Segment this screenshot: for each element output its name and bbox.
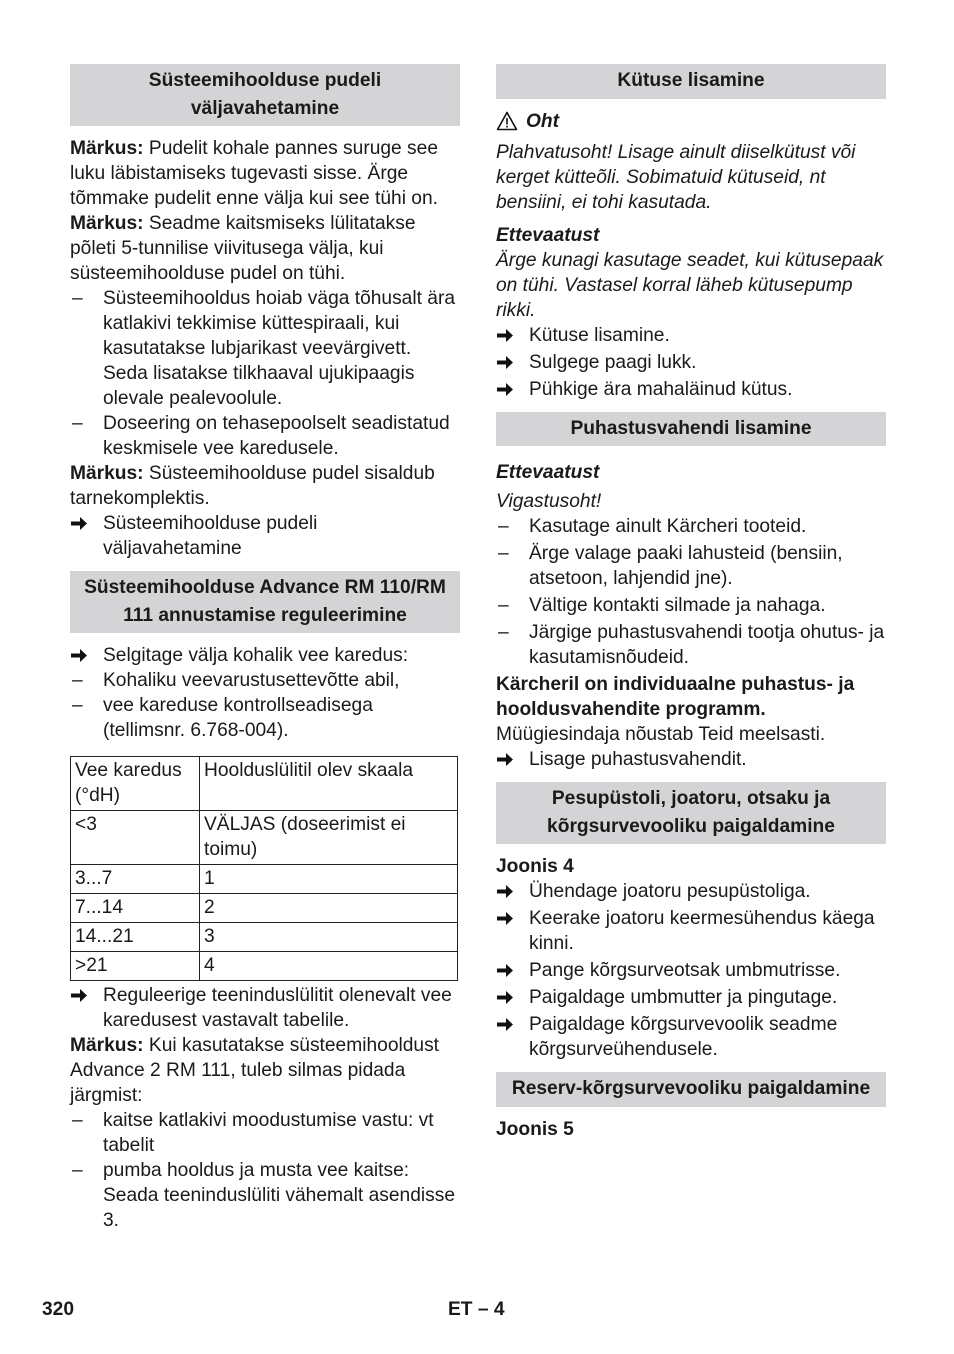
dash-list-item (496, 620, 886, 670)
arrow-list-item (496, 958, 886, 983)
table-header-cell: Vee karedus (°dH) (71, 757, 200, 811)
list-text: Paigaldage umbmutter ja pingutage. (529, 987, 838, 1008)
note-text: Seadme kaitsmiseks lülitatakse põleti 5-tunnilise viivitusega välja, kui süsteemihoolduse pudel on tühi. (70, 213, 416, 284)
dash-list-item (70, 668, 460, 693)
note-label: Märkus: (70, 463, 144, 484)
danger-label: Oht (526, 110, 560, 132)
arrow-right-icon (496, 985, 518, 1010)
bold-paragraph: Kärcheril on individuaalne puhastus- ja hooldusvahendite programm. (496, 674, 855, 720)
note-paragraph (70, 136, 460, 211)
list-text: Süsteemihoolduse pudeli väljavahetamine (103, 513, 318, 559)
table-cell: 3...7 (71, 865, 200, 894)
note-paragraph (70, 211, 460, 286)
table-cell: 14...21 (71, 923, 200, 952)
list-text: Sulgege paagi lukk. (529, 351, 697, 373)
dash-bullet: – (72, 670, 83, 691)
list-text: Pühkige ära mahaläinud kütus. (529, 378, 793, 400)
list-text: Lisage puhastusvahendit. (529, 749, 747, 770)
table-row (71, 952, 458, 981)
list-text: Selgitage välja kohalik vee karedus: (103, 645, 409, 666)
dash-list-item (496, 593, 886, 618)
table-cell: <3 (71, 811, 200, 865)
arrow-right-icon (496, 1012, 518, 1037)
note-label: Märkus: (70, 1035, 144, 1056)
arrow-list-item (496, 1012, 886, 1062)
table-cell: 1 (200, 865, 458, 894)
warning-triangle-icon (496, 111, 518, 131)
dash-bullet: – (72, 413, 83, 434)
table-cell: 3 (200, 923, 458, 952)
table-cell: 7...14 (71, 894, 200, 923)
list-text: Kasutage ainult Kärcheri tooteid. (529, 516, 807, 537)
caution-label: Ettevaatust (496, 462, 600, 483)
dash-list-item (70, 411, 460, 461)
caution-text: Vigastusoht! (496, 491, 602, 512)
dash-list-item (70, 286, 460, 411)
dash-list-item (70, 693, 460, 743)
section-heading-fuel: Kütuse lisamine (496, 64, 886, 99)
section-heading-dosing-adjust: Süsteemihoolduse Advance RM 110/RM 111 annustamise reguleerimine (70, 571, 460, 633)
note-text: Pudelit kohale pannes suruge see luku läbistamiseks tugevasti sisse. Ärge tõmmake pudelit enne välja kui see tühi on. (70, 138, 438, 209)
list-text: Doseering on tehasepoolselt seadistatud keskmisele vee karedusele. (103, 413, 450, 459)
list-text: pumba hooldus ja musta vee kaitse: Seada teeninduslüliti vähemalt asendisse 3. (103, 1160, 455, 1231)
arrow-list-item (70, 643, 460, 668)
page-number: 320 (42, 1299, 75, 1320)
table-cell: >21 (71, 952, 200, 981)
arrow-list-item (496, 323, 886, 348)
table-row (71, 811, 458, 865)
table-cell: VÄLJAS (doseerimist ei toimu) (200, 811, 458, 865)
dash-list-item (496, 541, 886, 591)
note-paragraph (70, 1033, 460, 1108)
section-heading-bottle-replace: Süsteemihoolduse pudeli väljavahetamine (70, 64, 460, 126)
arrow-right-icon (496, 879, 518, 904)
table-row (71, 923, 458, 952)
list-text: Ärge valage paaki lahusteid (bensiin, atsetoon, lahjendid jne). (529, 543, 843, 589)
dash-bullet: – (72, 288, 83, 309)
arrow-list-item (70, 511, 460, 561)
arrow-list-item (496, 985, 886, 1010)
dash-list-item (70, 1158, 460, 1233)
arrow-right-icon (496, 323, 518, 348)
dash-list-item (70, 1108, 460, 1158)
arrow-list-item (70, 983, 460, 1033)
section-heading-cleaner: Puhastusvahendi lisamine (496, 412, 886, 447)
list-text: kaitse katlakivi moodustumise vastu: vt tabelit (103, 1110, 434, 1156)
arrow-right-icon (70, 643, 92, 668)
list-text: Süsteemihooldus hoiab väga tõhusalt ära katlakivi tekkimise küttespiraali, kui kasutatakse lubjarikast veevärgivett. Seda lisatakse tilkhaaval ujukipaagis olevale pealevoolule. (103, 288, 456, 409)
list-text: Keerake joatoru keermesühendus käega kinni. (529, 908, 875, 954)
list-text: Kohaliku veevarustusettevõtte abil, (103, 670, 400, 691)
water-hardness-table (70, 756, 458, 981)
figure-reference: Joonis 5 (496, 1118, 574, 1140)
arrow-right-icon (70, 511, 92, 536)
list-text: Kütuse lisamine. (529, 324, 670, 346)
arrow-right-icon (70, 983, 92, 1008)
arrow-list-item (496, 906, 886, 956)
arrow-right-icon (496, 747, 518, 772)
dash-bullet: – (498, 543, 509, 564)
table-header-cell: Hoolduslülitil olev skaala (200, 757, 458, 811)
arrow-right-icon (496, 906, 518, 931)
dash-bullet: – (498, 622, 509, 643)
right-column (496, 64, 886, 1142)
arrow-right-icon (496, 958, 518, 983)
danger-text: Plahvatusoht! Lisage ainult diiselkütust või kerget kütteõli. Sobimatuid kütuseid, nt bensiini, ei tohi kasutada. (496, 141, 856, 213)
caution-text: Ärge kunagi kasutage seadet, kui kütusepaak on tühi. Vastasel korral läheb kütusepump rikki. (496, 249, 884, 321)
note-paragraph (70, 461, 460, 511)
table-cell: 4 (200, 952, 458, 981)
list-text: Järgige puhastusvahendi tootja ohutus- ja kasutamisnõudeid. (529, 622, 885, 668)
paragraph: Müügiesindaja nõustab Teid meelsasti. (496, 724, 826, 745)
arrow-right-icon (496, 377, 518, 402)
arrow-list-item (496, 747, 886, 772)
section-label: ET – 4 (448, 1299, 505, 1320)
arrow-list-item (496, 879, 886, 904)
list-text: Vältige kontakti silmade ja nahaga. (529, 595, 826, 616)
note-text: Kui kasutatakse süsteemihooldust Advance 2 RM 111, tuleb silmas pidada järgmist: (70, 1035, 440, 1106)
list-text: Pange kõrgsurveotsak umbmutrisse. (529, 960, 841, 981)
dash-bullet: – (498, 595, 509, 616)
section-heading-gun-lance: Pesupüstoli, joatoru, otsaku ja kõrgsurvevooliku paigaldamine (496, 782, 886, 844)
danger-notice (496, 109, 886, 134)
note-text: Süsteemihoolduse pudel sisaldub tarnekomplektis. (70, 463, 435, 509)
list-text: vee kareduse kontrollseadisega (tellimsnr. 6.768-004). (103, 695, 373, 741)
caution-label: Ettevaatust (496, 224, 600, 246)
table-row (71, 865, 458, 894)
arrow-right-icon (496, 350, 518, 375)
dash-list-item (496, 514, 886, 539)
table-row (71, 894, 458, 923)
arrow-list-item (496, 377, 886, 402)
figure-reference: Joonis 4 (496, 856, 574, 877)
list-text: Reguleerige teeninduslülitit olenevalt vee karedusest vastavalt tabelile. (103, 985, 452, 1031)
arrow-list-item (496, 350, 886, 375)
note-label: Märkus: (70, 138, 144, 159)
list-text: Ühendage joatoru pesupüstoliga. (529, 881, 811, 902)
section-heading-reserve-hose: Reserv-kõrgsurvevooliku paigaldamine (496, 1072, 886, 1107)
note-label: Märkus: (70, 213, 144, 234)
dash-bullet: – (498, 516, 509, 537)
table-cell: 2 (200, 894, 458, 923)
dash-bullet: – (72, 695, 83, 716)
table-header-row (71, 757, 458, 811)
dash-bullet: – (72, 1110, 83, 1131)
list-text: Paigaldage kõrgsurvevoolik seadme kõrgsurveühendusele. (529, 1014, 838, 1060)
dash-bullet: – (72, 1160, 83, 1181)
left-column (70, 64, 460, 1233)
